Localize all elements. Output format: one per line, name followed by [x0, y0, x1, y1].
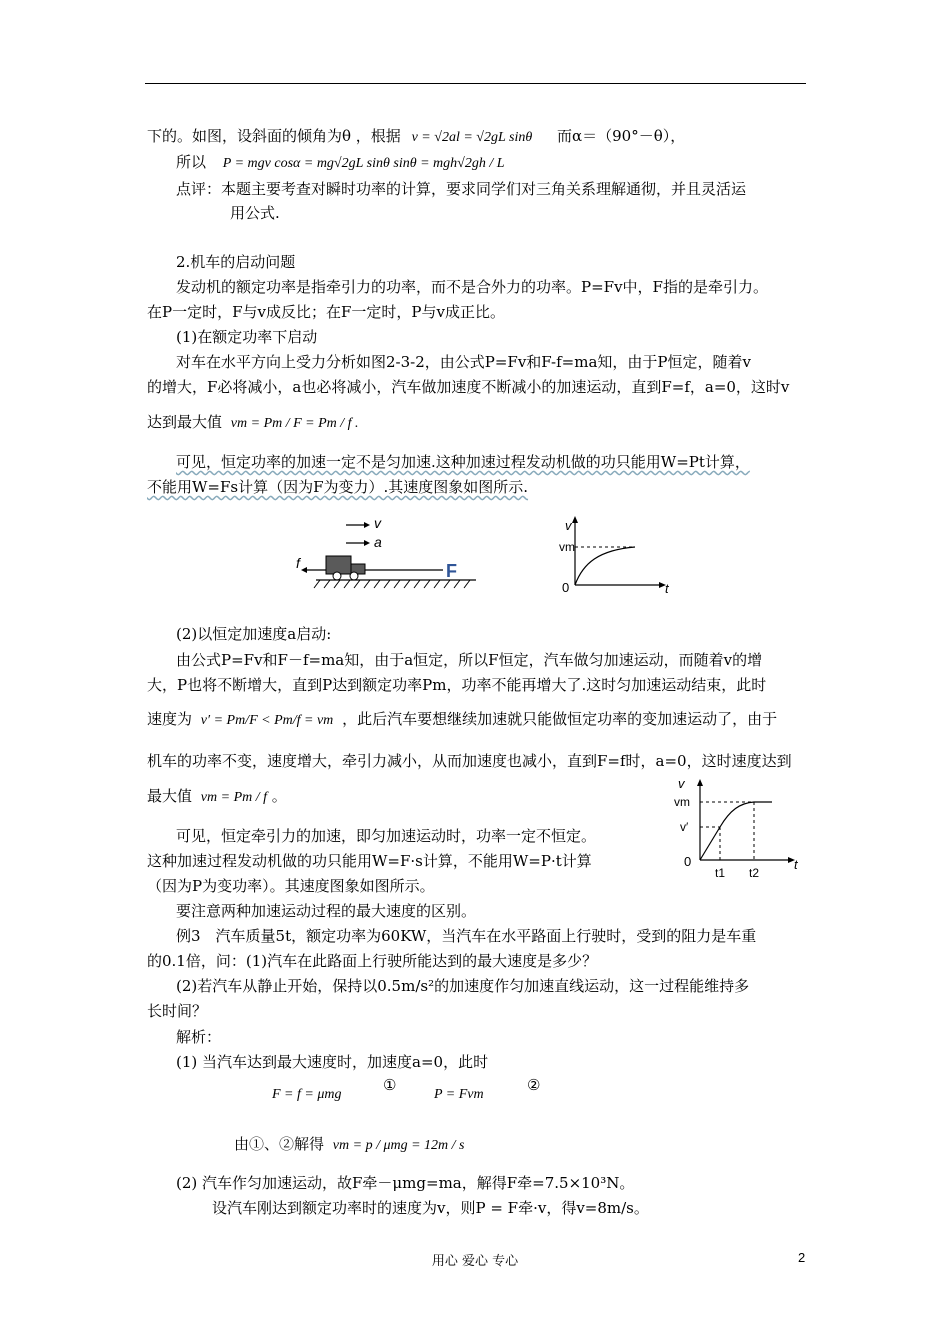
label-t: t [794, 857, 798, 872]
label-origin: 0 [684, 854, 692, 869]
label-v: v [678, 776, 685, 791]
text-speed-is: 速度为 [147, 710, 193, 728]
axis-v-arrow [697, 779, 703, 786]
text-period: 。 [271, 787, 287, 805]
ex3-line-5: 解析： [176, 1028, 222, 1046]
s2-line-1: 发动机的额定功率是指牵引力的功率，而不是合外力的功率。P=Fv中，F指的是牵引力。 [176, 278, 768, 296]
text-solve: 由①、②解得 [234, 1135, 325, 1153]
s2-line-6 [176, 452, 750, 472]
section-title: 2.机车的启动问题 [176, 253, 296, 271]
figure-vt-const-power [555, 515, 685, 600]
ex3-line-1: 例3 汽车质量5t，额定功率为60KW，当汽车在水平路面上行驶时，受到的阻力是车重 [176, 927, 757, 945]
car-wheel-front [350, 572, 358, 580]
linear-segment [700, 827, 720, 860]
s2-line-4: 的增大，F必将减小，a也必将减小，汽车做加速度不断减小的加速运动，直到F=f，a=0，这时v [147, 378, 790, 396]
text-incline-a: 下的。如图，设斜面的倾角为θ ，根据 [147, 127, 401, 145]
text-const-power-note-2: 不能用W=Fs计算（因为F为变力）.其速度图象如图所示. [147, 478, 529, 496]
s2-heading-1: (1)在额定功率下启动 [176, 328, 318, 346]
s3-line-1: 由公式P=Fv和F－f=ma知，由于a恒定，所以F恒定，汽车做匀加速运动，而随着v的增 [176, 651, 763, 669]
comment-line-1: 点评：本题主要考查对瞬时功率的计算，要求同学们对三角关系理解通彻，并且灵活运 [176, 180, 747, 198]
ex3-line-9: 设汽车刚达到额定功率时的速度为v，则P = F牵·v，得v=8m/s。 [212, 1199, 649, 1217]
eq-power-vm: P = Fvm [434, 1087, 484, 1102]
eq-vmax-result: vm = p / μmg = 12m / s [332, 1138, 465, 1153]
eq-power: P = mgv cosα = mg√2gL sinθ sinθ = mgh√2gh / L [222, 156, 505, 171]
text-incline-b: 而α＝（90°－θ）， [557, 127, 686, 145]
car-body [326, 556, 351, 574]
s3-line-3 [147, 709, 777, 731]
label-t1: t1 [715, 866, 726, 880]
s3-line-2: 大，P也将不断增大，直到P达到额定功率Pm，功率不能再增大了.这时匀加速运动结束，此时 [147, 676, 767, 694]
text-max-value: 达到最大值 [147, 413, 223, 431]
label-F: F [446, 561, 457, 581]
ground-hatch [314, 580, 470, 588]
ex3-line-4: 长时间？ [147, 1002, 208, 1020]
s3-line-4: 机车的功率不变，速度增大，牵引力减小，从而加速度也减小，直到F=f时，a=0，这时速度达到 [147, 752, 792, 770]
circle-2: ② [527, 1076, 541, 1094]
s2-line-3: 对车在水平方向上受力分析如图2-3-2，由公式P=Fv和F-f=ma知，由于P恒定，随着v [176, 353, 751, 371]
label-t2: t2 [749, 866, 760, 880]
s3-line-8: （因为P为变功率）。其速度图象如图所示。 [147, 877, 435, 895]
label-vm: vm [674, 795, 690, 809]
s2-line-7 [147, 477, 528, 497]
friction-arrowhead [301, 567, 307, 573]
ex3-line-6: (1) 当汽车达到最大速度时，加速度a=0，此时 [176, 1053, 489, 1071]
s3-line-7: 这种加速过程发动机做的功只能用W=F·s计算，不能用W=P·t计算 [147, 852, 592, 870]
header-rule [145, 83, 806, 84]
ex3-line-2: 的0.1倍，问：(1)汽车在此路面上行驶所能达到的最大速度是多少？ [147, 952, 598, 970]
footer-motto: 用心 爱心 专心 [431, 1254, 519, 1269]
eq-velocity: v = √2al = √2gL sinθ [411, 130, 533, 145]
comment-line-2: 用公式. [230, 204, 280, 222]
label-f: f [296, 555, 300, 571]
eq-vmax-const-accel: vm = Pm / f [200, 790, 268, 805]
eq-vprime: v′ = Pm/F < Pm/f = vm [200, 713, 334, 728]
curve-segment [720, 802, 772, 827]
ex3-line-3: (2)若汽车从静止开始，保持以0.5m/s²的加速度作匀加速直线运动，这一过程能维持多 [176, 977, 750, 995]
para-incline [147, 126, 685, 148]
label-vprime: v′ [680, 820, 689, 834]
page-number: 2 [798, 1250, 806, 1265]
s2-line-2: 在P一定时，F与v成反比；在F一定时，P与v成正比。 [147, 303, 505, 321]
velocity-curve [575, 547, 635, 585]
label-v: v [374, 515, 381, 531]
label-origin: 0 [562, 580, 570, 595]
para-power-eq [176, 152, 505, 174]
accel-arrowhead [364, 540, 370, 546]
text-speed-rest: ，此后汽车要想继续加速就只能做恒定功率的变加速运动了，由于 [342, 710, 778, 728]
text-max-value-2: 最大值 [147, 787, 193, 805]
s3-line-5 [147, 786, 287, 808]
label-v: v [565, 518, 572, 533]
label-a: a [374, 534, 382, 550]
velocity-arrowhead [364, 522, 370, 528]
text-const-power-note: 可见，恒定功率的加速一定不是匀加速.这种加速过程发动机做的功只能用W=Pt计算， [176, 453, 750, 471]
label-t: t [665, 581, 669, 596]
eq-friction: F = f = μmg [272, 1087, 342, 1102]
s3-line-9: 要注意两种加速运动过程的最大速度的区别。 [176, 902, 477, 920]
car-wheel-rear [333, 572, 341, 580]
axis-v-arrow [572, 516, 578, 523]
s3-heading: (2)以恒定加速度a启动: [176, 625, 332, 643]
figure-vt-const-accel [672, 772, 807, 884]
eq-vmax-const-power: vm = Pm / F = Pm / f . [230, 416, 359, 431]
circle-1: ① [383, 1076, 397, 1094]
ex3-line-7 [234, 1134, 465, 1156]
s3-line-6: 可见，恒定牵引力的加速，即匀加速运动时，功率一定不恒定。 [176, 827, 597, 845]
label-vm: vm [559, 540, 575, 554]
text-suoyi: 所以 [176, 153, 207, 171]
figure-car-forces [288, 512, 488, 592]
s2-line-5 [147, 412, 359, 434]
ex3-line-8: (2) 汽车作匀加速运动，故F牵－μmg=ma，解得F牵=7.5×10³N。 [176, 1174, 635, 1192]
